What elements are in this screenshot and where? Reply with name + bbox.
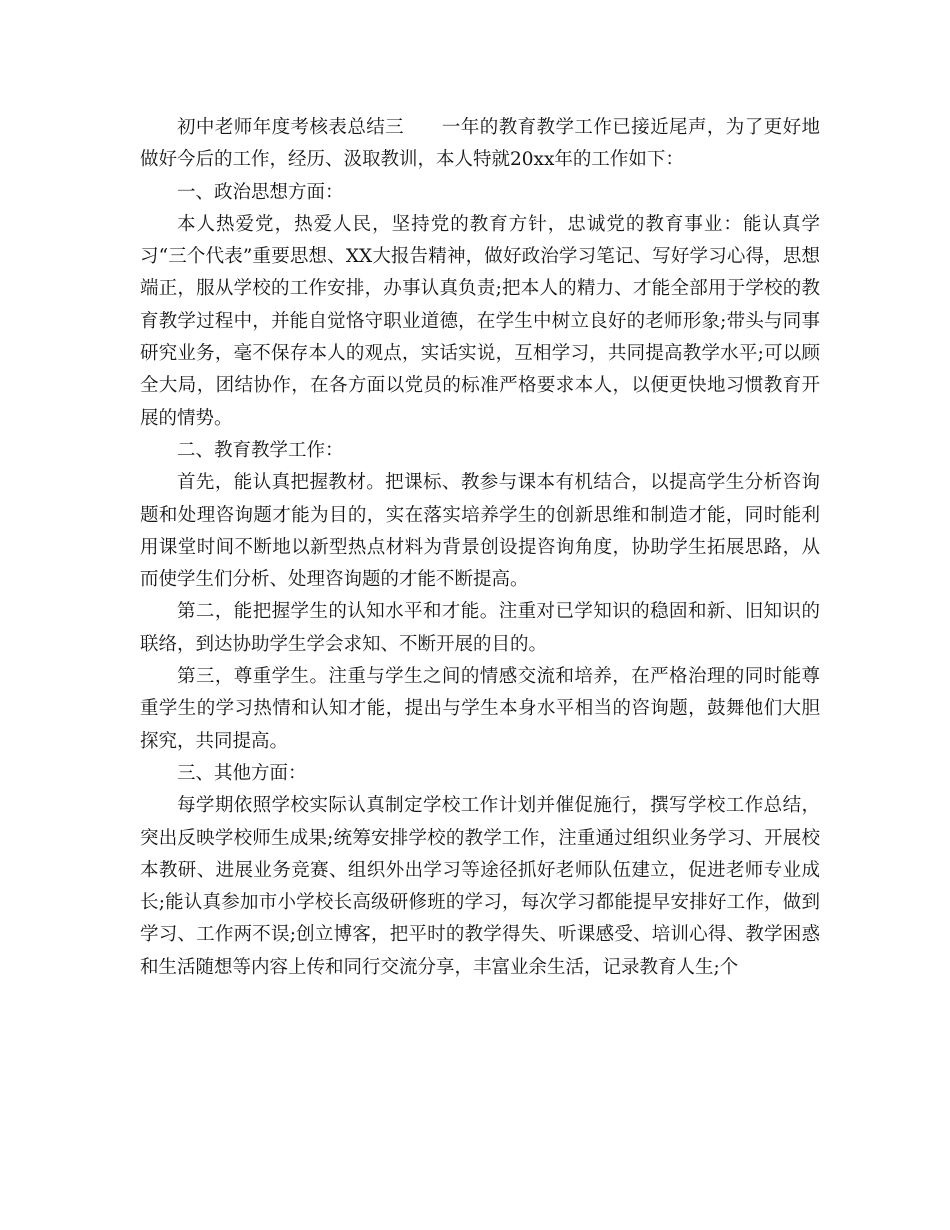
section-heading-politics: 一、政治思想方面：	[177, 181, 344, 203]
politics-paragraph: 本人热爱党，热爱人民，坚持党的教育方针，忠诚党的教育事业：能认真学习“三个代表”重要思想、XX大报告精神，做好政治学习笔记、写好学习心得，思想端正，服从学校的工作安排，办事认真负责;把本人的精力、才能全部用于学校的教育教学过程中，并能自觉恪守职业道德，在学生中树立良好的老师形象;带头与同事研究业务，毫不保存本人的观点，实话实说，互相学习，共同提高教学水平;可以顾全大局，团结协作，在各方面以党员的标准严格要求本人，以便更快地习惯教育开展的情势。	[140, 213, 820, 429]
teaching-paragraph-1: 首先，能认真把握教材。把课标、教参与课本有机结合，以提高学生分析咨询题和处理咨询题才能为目的，实在落实培养学生的创新思维和制造才能，同时能利用课堂时间不断地以新型热点材料为背景创设提咨询角度，协助学生拓展思路，从而使学生们分析、处理咨询题的才能不断提高。	[140, 472, 820, 591]
teaching-paragraph-2: 第二，能把握学生的认知水平和才能。注重对已学知识的稳固和新、旧知识的联络，到达协助学生学会求知、不断开展的目的。	[140, 601, 820, 655]
section-heading-other: 三、其他方面：	[177, 762, 307, 784]
teaching-paragraph-3: 第三，尊重学生。注重与学生之间的情感交流和培养，在严格治理的同时能尊重学生的学习热情和认知才能，提出与学生本身水平相当的咨询题，鼓舞他们大胆探究，共同提高。	[140, 666, 820, 752]
document-body	[140, 112, 820, 984]
intro-paragraph: 初中老师年度考核表总结三 一年的教育教学工作已接近尾声，为了更好地做好今后的工作，经历、汲取教训，本人特就20xx年的工作如下：	[140, 117, 820, 171]
other-paragraph: 每学期依照学校实际认真制定学校工作计划并催促施行，撰写学校工作总结，突出反映学校师生成果;统筹安排学校的教学工作，注重通过组织业务学习、开展校本教研、进展业务竞赛、组织外出学习等途径抓好老师队伍建立，促进老师专业成长;能认真参加市小学校长高级研修班的学习，每次学习都能提早安排好工作，做到学习、工作两不误;创立博客，把平时的教学得失、听课感受、培训心得、教学困惑和生活随想等内容上传和同行交流分享，丰富业余生活，记录教育人生;个	[140, 795, 820, 978]
section-heading-teaching: 二、教育教学工作：	[177, 439, 344, 461]
